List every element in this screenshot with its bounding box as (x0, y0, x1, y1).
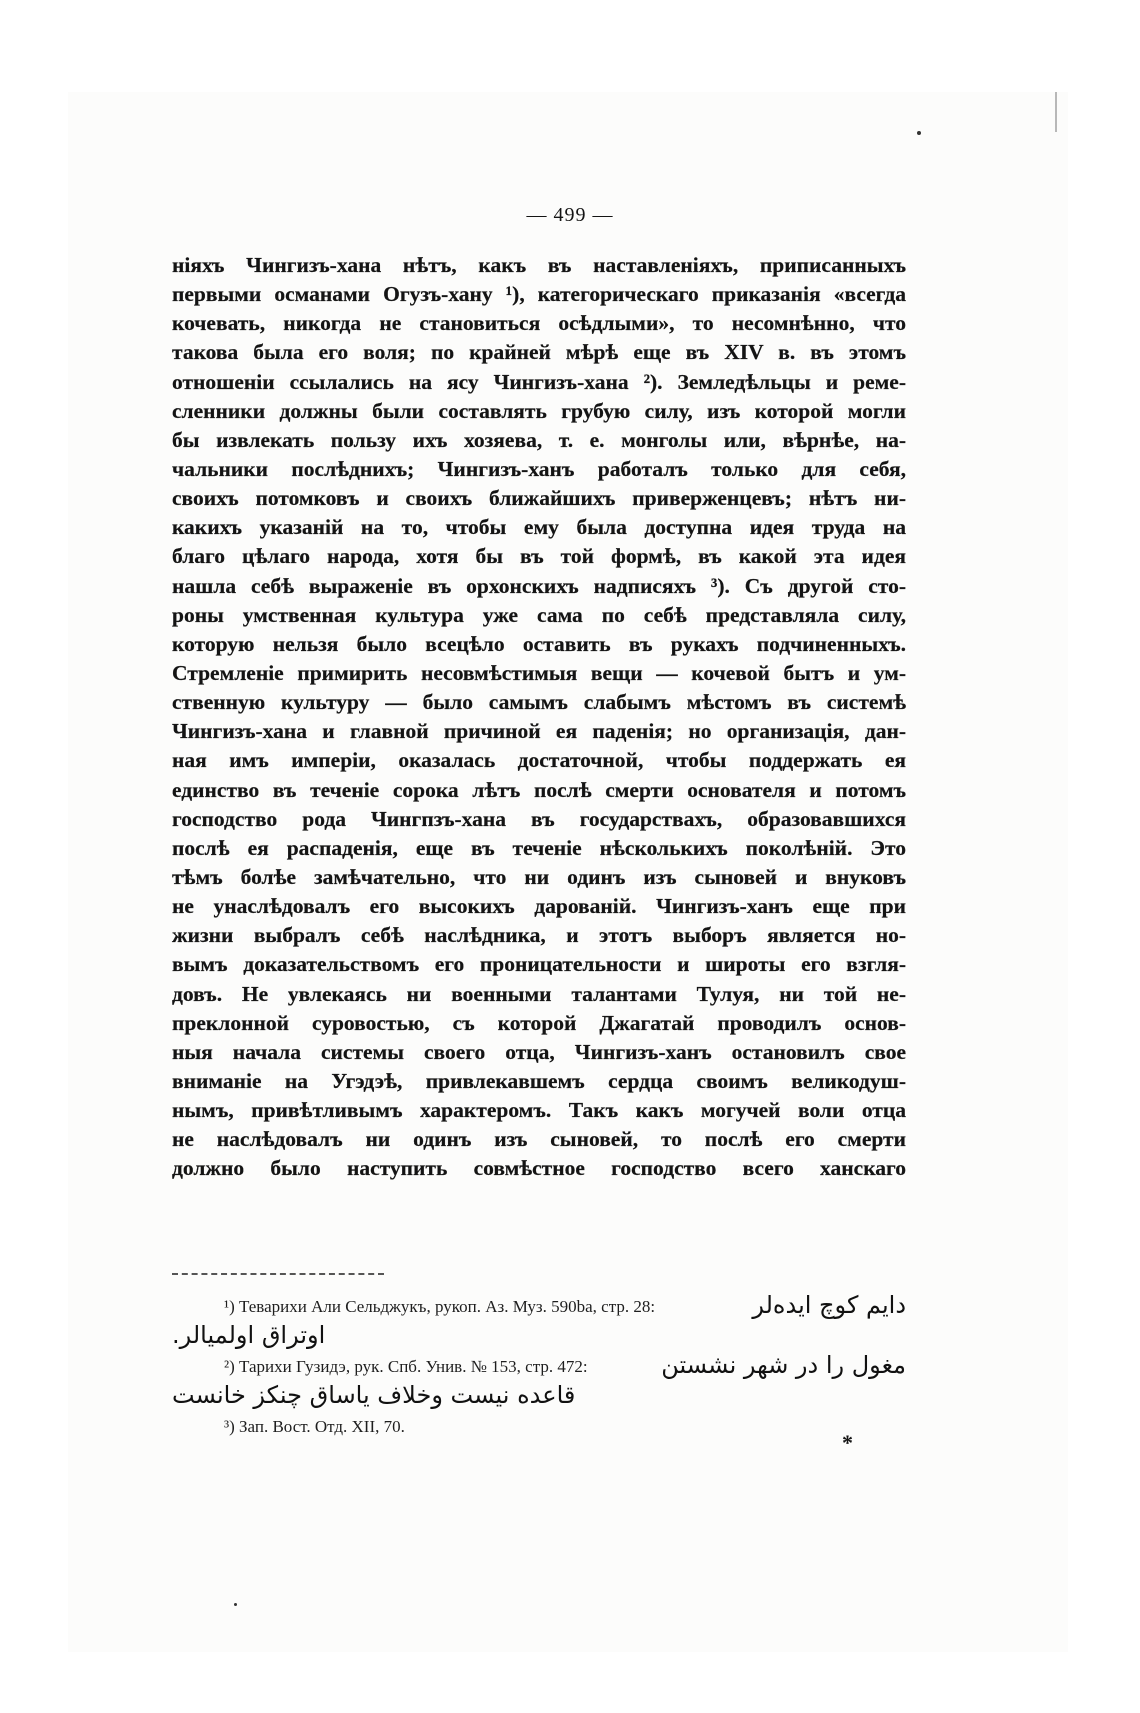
footnotes (172, 1293, 906, 1443)
text-line: своихъ потомковъ и своихъ ближайшихъ приверженцевъ; нѣтъ ни- (172, 486, 906, 511)
ink-speck (917, 131, 921, 135)
text-line: роны умственная культура уже сама по себѣ представляла силу, (172, 602, 906, 627)
text-line: первыми османами Огузъ-хану ¹), категорическаго приказанія «всегда (172, 282, 906, 307)
footnote-1 (172, 1293, 906, 1323)
footnote-1-text: ¹) Теварихи Али Сельджукъ, рукоп. Аз. Муз. 590ba, стр. 28: (224, 1297, 656, 1316)
text-line: ственную культуру — было самымъ слабымъ мѣстомъ въ системѣ (172, 690, 906, 715)
text-line: ніяхъ Чингизъ-хана нѣтъ, какъ въ наставленіяхъ, приписанныхъ (172, 253, 906, 277)
text-line: ныя начала системы своего отца, Чингизъ-ханъ остановилъ свое (172, 1039, 906, 1064)
text-line: отношеніи ссылались на ясу Чингизъ-хана ²). Земледѣльцы и реме- (172, 369, 906, 394)
text-line: которую нельзя было всецѣло оставить въ рукахъ подчиненныхъ. (172, 631, 906, 656)
text-line: Чингизъ-хана и главной причиной ея паденія; но организація, дан- (172, 719, 906, 744)
text-line: ная имъ имперіи, оказалась достаточной, чтобы поддержать ея (172, 748, 906, 773)
text-line: преклонной суровостью, съ которой Джагатай проводилъ основ- (172, 1010, 906, 1035)
footnote-2 (172, 1353, 906, 1383)
ink-speck (234, 1603, 237, 1606)
footnote-1-continued (172, 1323, 906, 1353)
text-line: не унаслѣдовалъ его высокихъ дарованій. Чингизъ-ханъ еще при (172, 894, 906, 919)
text-line: нымъ, привѣтливымъ характеромъ. Такъ какъ могучей воли отца (172, 1098, 906, 1123)
text-line: такова была его воля; по крайней мѣрѣ еще въ XIV в. въ этомъ (172, 340, 906, 365)
text-line: благо цѣлаго народа, хотя бы въ той формѣ, въ какой эта идея (172, 544, 906, 569)
text-line: тѣмъ болѣе замѣчательно, что ни одинъ изъ сыновей и внуковъ (172, 864, 906, 889)
text-line: послѣ ея распаденія, еще въ теченіе нѣсколькихъ поколѣній. Это (172, 835, 906, 860)
text-line: сленники должны были составлять грубую силу, изъ которой могли (172, 398, 906, 423)
text-line: довъ. Не увлекаясь ни военными талантами Тулуя, ни той не- (172, 981, 906, 1006)
main-text (172, 251, 906, 1184)
text-line: бы извлекать пользу ихъ хозяева, т. е. монголы или, вѣрнѣе, на- (172, 427, 906, 452)
text-line: должно было наступить совмѣстное господство всего ханскаго (172, 1156, 906, 1181)
text-line: какихъ указаній на то, чтобы ему была доступна идея труда на (172, 515, 906, 540)
footnote-3-text: ³) Зап. Вост. Отд. XII, 70. (224, 1417, 405, 1436)
page-number: — 499 — (526, 204, 614, 226)
footnote-2-arabic: مغول را در شهر نشستن (661, 1351, 906, 1379)
footnote-2-arabic-continued: قاعده نيست وخلاف ياساق چنكز خانست (172, 1381, 576, 1409)
text-line: чальники послѣднихъ; Чингизъ-ханъ работалъ только для себя, (172, 456, 906, 481)
text-line: вниманіе на Угэдэѣ, привлекавшемъ сердца своимъ великодуш- (172, 1068, 906, 1093)
footnote-1-arabic: دايم كوچ ايدەلر (752, 1291, 906, 1319)
footnote-separator (172, 1273, 384, 1275)
footnote-1-arabic-continued: اوتراق اولميالر. (172, 1321, 326, 1349)
text-line: Стремленіе примирить несовмѣстимыя вещи — кочевой бытъ и ум- (172, 660, 906, 685)
text-line: не наслѣдовалъ ни одинъ изъ сыновей, то послѣ его смерти (172, 1127, 906, 1152)
footnote-2-continued (172, 1383, 906, 1413)
signature-star: * (842, 1430, 853, 1455)
footnote-2-text: ²) Тарихи Гузидэ, рук. Спб. Унив. № 153, стр. 472: (224, 1357, 588, 1376)
footnote-3 (172, 1413, 906, 1443)
text-line: кочевать, никогда не становиться осѣдлыми», то несомнѣнно, что (172, 311, 906, 336)
text-line: господство рода Чингпзъ-хана въ государствахъ, образовавшихся (172, 806, 906, 831)
text-line: нашла себѣ выраженіе въ орхонскихъ надписяхъ ³). Съ другой сто- (172, 573, 906, 598)
page-edge-mark (1055, 92, 1057, 132)
text-line: жизни выбралъ себѣ наслѣдника, и этотъ выборъ является но- (172, 923, 906, 948)
text-line: единство въ теченіе сорока лѣтъ послѣ смерти основателя и потомъ (172, 777, 906, 802)
text-line: вымъ доказательствомъ его проницательности и широты его взгля- (172, 952, 906, 977)
